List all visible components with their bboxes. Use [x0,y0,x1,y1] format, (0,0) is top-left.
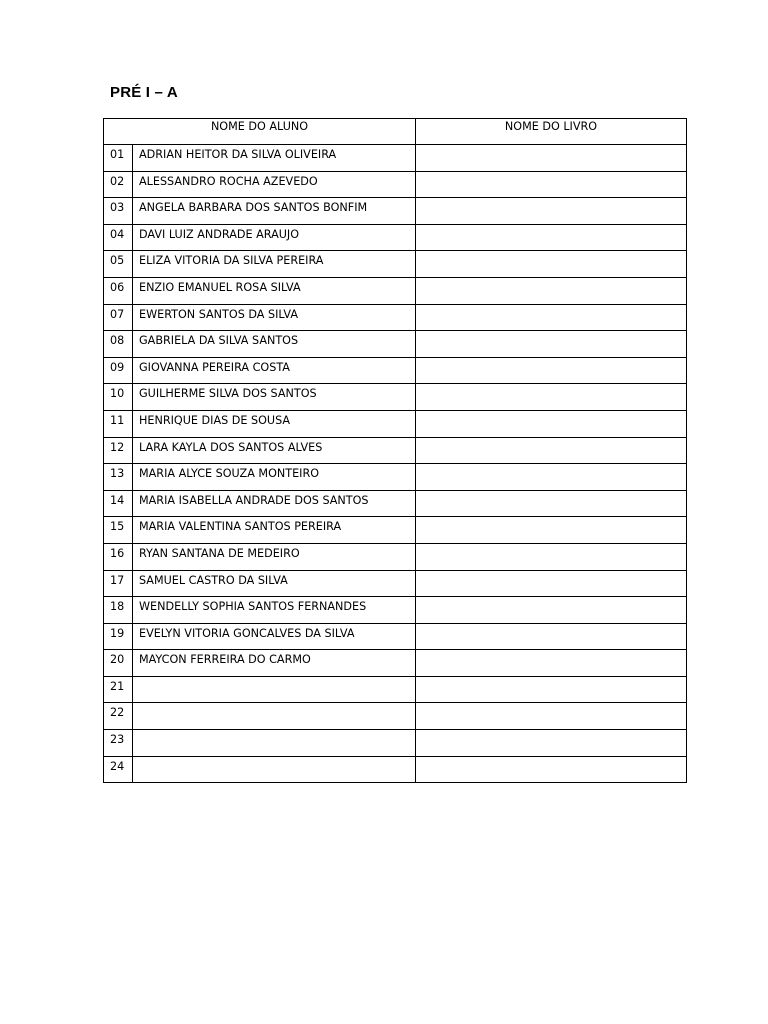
table-row [104,410,687,437]
row-number: 11 [104,410,133,437]
table-row [104,198,687,225]
book-name-cell [416,650,687,677]
book-name-cell [416,517,687,544]
student-name-cell: MARIA ISABELLA ANDRADE DOS SANTOS [133,490,416,517]
table-row [104,703,687,730]
row-number: 24 [104,756,133,783]
book-name-cell [416,703,687,730]
student-name-cell: MAYCON FERREIRA DO CARMO [133,650,416,677]
row-number: 20 [104,650,133,677]
student-name-cell: MARIA ALYCE SOUZA MONTEIRO [133,464,416,491]
row-number: 17 [104,570,133,597]
student-name-cell: SAMUEL CASTRO DA SILVA [133,570,416,597]
student-name-cell: ADRIAN HEITOR DA SILVA OLIVEIRA [133,145,416,172]
student-name-cell: GUILHERME SILVA DOS SANTOS [133,384,416,411]
book-name-cell [416,304,687,331]
table-row [104,570,687,597]
table-row [104,304,687,331]
student-name-cell: HENRIQUE DIAS DE SOUSA [133,410,416,437]
row-number: 10 [104,384,133,411]
student-name-cell: DAVI LUIZ ANDRADE ARAUJO [133,224,416,251]
book-name-cell [416,437,687,464]
book-name-cell [416,730,687,757]
table-row [104,543,687,570]
book-name-cell [416,543,687,570]
row-number: 01 [104,145,133,172]
book-name-cell [416,145,687,172]
book-name-cell [416,464,687,491]
row-number: 21 [104,676,133,703]
row-number: 14 [104,490,133,517]
student-name-cell: EWERTON SANTOS DA SILVA [133,304,416,331]
page-title: PRÉ I – A [110,84,178,101]
student-name-cell: ENZIO EMANUEL ROSA SILVA [133,277,416,304]
student-name-cell: ELIZA VITORIA DA SILVA PEREIRA [133,251,416,278]
table-row [104,676,687,703]
student-name-cell: EVELYN VITORIA GONCALVES DA SILVA [133,623,416,650]
table-row [104,437,687,464]
book-name-cell [416,597,687,624]
book-name-cell [416,676,687,703]
book-name-cell [416,570,687,597]
book-name-cell [416,224,687,251]
table-row [104,224,687,251]
student-name-cell: MARIA VALENTINA SANTOS PEREIRA [133,517,416,544]
table-body [104,145,687,783]
book-name-cell [416,756,687,783]
row-number: 23 [104,730,133,757]
table-row [104,490,687,517]
table-row [104,517,687,544]
table-row [104,756,687,783]
student-name-cell: GABRIELA DA SILVA SANTOS [133,331,416,358]
row-number: 09 [104,357,133,384]
book-name-cell [416,490,687,517]
table-row [104,730,687,757]
book-name-cell [416,251,687,278]
book-name-cell [416,410,687,437]
table-row [104,384,687,411]
book-name-cell [416,198,687,225]
table-row [104,464,687,491]
row-number: 12 [104,437,133,464]
book-name-cell [416,277,687,304]
table-row [104,251,687,278]
book-name-cell [416,384,687,411]
book-name-cell [416,623,687,650]
book-name-cell [416,331,687,358]
student-name-cell: WENDELLY SOPHIA SANTOS FERNANDES [133,597,416,624]
row-number: 18 [104,597,133,624]
table-row [104,650,687,677]
table-row [104,623,687,650]
student-name-cell [133,703,416,730]
table-row [104,277,687,304]
student-name-cell [133,730,416,757]
header-book-name: NOME DO LIVRO [416,119,687,145]
table-row [104,145,687,172]
student-name-cell: LARA KAYLA DOS SANTOS ALVES [133,437,416,464]
student-name-cell [133,756,416,783]
table-row [104,597,687,624]
student-name-cell: RYAN SANTANA DE MEDEIRO [133,543,416,570]
table-header-row [104,119,687,145]
book-name-cell [416,357,687,384]
row-number: 04 [104,224,133,251]
student-name-cell: ANGELA BARBARA DOS SANTOS BONFIM [133,198,416,225]
row-number: 15 [104,517,133,544]
row-number: 19 [104,623,133,650]
student-name-cell: GIOVANNA PEREIRA COSTA [133,357,416,384]
row-number: 02 [104,171,133,198]
row-number: 16 [104,543,133,570]
student-name-cell: ALESSANDRO ROCHA AZEVEDO [133,171,416,198]
book-name-cell [416,171,687,198]
row-number: 13 [104,464,133,491]
row-number: 07 [104,304,133,331]
student-book-table [103,118,687,783]
table-row [104,331,687,358]
row-number: 06 [104,277,133,304]
row-number: 08 [104,331,133,358]
student-name-cell [133,676,416,703]
row-number: 03 [104,198,133,225]
table-row [104,171,687,198]
row-number: 05 [104,251,133,278]
header-student-name: NOME DO ALUNO [104,119,416,145]
row-number: 22 [104,703,133,730]
table-row [104,357,687,384]
